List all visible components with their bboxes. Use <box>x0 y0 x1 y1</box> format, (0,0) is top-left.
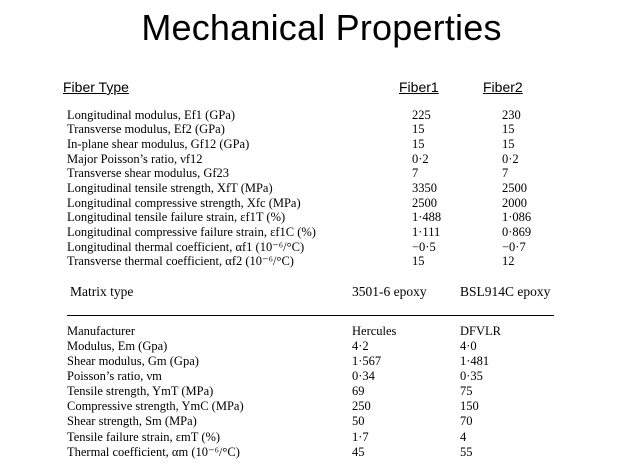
property-label: Longitudinal modulus, Ef1 (GPa) <box>67 108 236 122</box>
property-label: Major Poisson’s ratio, νf12 <box>67 152 203 166</box>
property-label: Shear strength, Sm (MPa) <box>67 414 197 428</box>
table-row <box>0 137 643 152</box>
matrix1-value: 1·567 <box>352 354 382 368</box>
property-label: Longitudinal compressive failure strain, εf1C (%) <box>67 225 316 239</box>
fiber2-value: 1·086 <box>502 210 532 224</box>
fiber2-value: 15 <box>502 122 515 136</box>
table-row <box>0 152 643 167</box>
fiber2-value: 2500 <box>502 181 527 195</box>
fiber1-value: 1·111 <box>412 225 441 239</box>
property-label: Transverse thermal coefficient, αf2 (10⁻⁶/°C) <box>67 254 294 268</box>
fiber1-value: 0·2 <box>412 152 429 166</box>
fiber1-value: 15 <box>412 122 425 136</box>
property-label: Transverse shear modulus, Gf23 <box>67 166 230 180</box>
matrix-type2: BSL914C epoxy <box>460 284 551 299</box>
matrix2-value: 4·0 <box>460 339 477 353</box>
fiber2-value: 15 <box>502 137 515 151</box>
matrix1-value: 50 <box>352 414 365 428</box>
fiber1-value: 15 <box>412 254 425 268</box>
table-row <box>0 414 643 429</box>
property-label: Shear modulus, Gm (Gpa) <box>67 354 199 368</box>
matrix2-value: DFVLR <box>460 324 501 338</box>
table-row <box>0 369 643 384</box>
fiber1-value: 1·488 <box>412 210 442 224</box>
matrix1-value: 4·2 <box>352 339 369 353</box>
fiber1-value: 7 <box>412 166 419 180</box>
matrix2-value: 75 <box>460 384 473 398</box>
table-row <box>0 339 643 354</box>
fiber2-value: 0·2 <box>502 152 519 166</box>
matrix2-value: 1·481 <box>460 354 490 368</box>
fiber2-value: 230 <box>502 108 521 122</box>
fiber2-value: 12 <box>502 254 515 268</box>
property-label: Longitudinal tensile failure strain, εf1T (%) <box>67 210 286 224</box>
matrix1-value: Hercules <box>352 324 397 338</box>
table-row <box>0 324 643 339</box>
table-row <box>0 181 643 196</box>
matrix-type-label: Matrix type <box>70 284 134 299</box>
fiber1-value: −0·5 <box>412 240 436 254</box>
matrix-type-row <box>0 283 643 300</box>
property-label: Longitudinal compressive strength, Xfc (MPa) <box>67 196 301 210</box>
fiber1-value: 3350 <box>412 181 437 195</box>
property-label: Poisson’s ratio, νm <box>67 369 162 383</box>
table-row <box>0 384 643 399</box>
matrix2-value: 0·35 <box>460 369 483 383</box>
matrix2-value: 4 <box>460 430 467 444</box>
matrix2-value: 150 <box>460 399 479 413</box>
matrix2-value: 55 <box>460 445 473 459</box>
table-row <box>0 240 643 255</box>
table-row <box>0 445 643 460</box>
fiber2-value: 0·869 <box>502 225 532 239</box>
matrix1-value: 69 <box>352 384 365 398</box>
property-label: Thermal coefficient, αm (10⁻⁶/°C) <box>67 445 240 459</box>
table-row <box>0 225 643 240</box>
fiber2-header: Fiber2 <box>483 79 523 95</box>
fiber1-value: 225 <box>412 108 431 122</box>
property-label: Longitudinal thermal coefficient, αf1 (10⁻⁶/°C) <box>67 240 305 254</box>
fiber2-value: 7 <box>502 166 509 180</box>
matrix1-value: 0·34 <box>352 369 375 383</box>
table-row <box>0 399 643 414</box>
fiber2-value: −0·7 <box>502 240 526 254</box>
property-label: Manufacturer <box>67 324 136 338</box>
table-row <box>0 196 643 211</box>
fiber2-value: 2000 <box>502 196 527 210</box>
fiber1-value: 15 <box>412 137 425 151</box>
table-row <box>0 354 643 369</box>
table-row <box>0 108 643 123</box>
matrix1-value: 250 <box>352 399 371 413</box>
table-row <box>0 210 643 225</box>
matrix1-value: 45 <box>352 445 365 459</box>
table-row <box>0 166 643 181</box>
table-row <box>0 254 643 269</box>
table-row <box>0 430 643 445</box>
property-label: Longitudinal tensile strength, XfT (MPa) <box>67 181 273 195</box>
table-divider <box>67 315 554 316</box>
property-label: Compressive strength, YmC (MPa) <box>67 399 244 413</box>
page-title: Mechanical Properties <box>141 7 502 48</box>
property-label: Tensile failure strain, εmT (%) <box>67 430 221 444</box>
matrix1-value: 1·7 <box>352 430 369 444</box>
property-label: Modulus, Em (Gpa) <box>67 339 168 353</box>
property-label: In-plane shear modulus, Gf12 (GPa) <box>67 137 250 151</box>
matrix-type1: 3501-6 epoxy <box>352 284 427 299</box>
table-row <box>0 122 643 137</box>
fiber-type-header: Fiber Type <box>63 79 129 95</box>
fiber1-value: 2500 <box>412 196 437 210</box>
property-label: Transverse modulus, Ef2 (GPa) <box>67 122 225 136</box>
property-label: Tensile strength, YmT (MPa) <box>67 384 214 398</box>
fiber1-header: Fiber1 <box>399 79 439 95</box>
matrix2-value: 70 <box>460 414 473 428</box>
